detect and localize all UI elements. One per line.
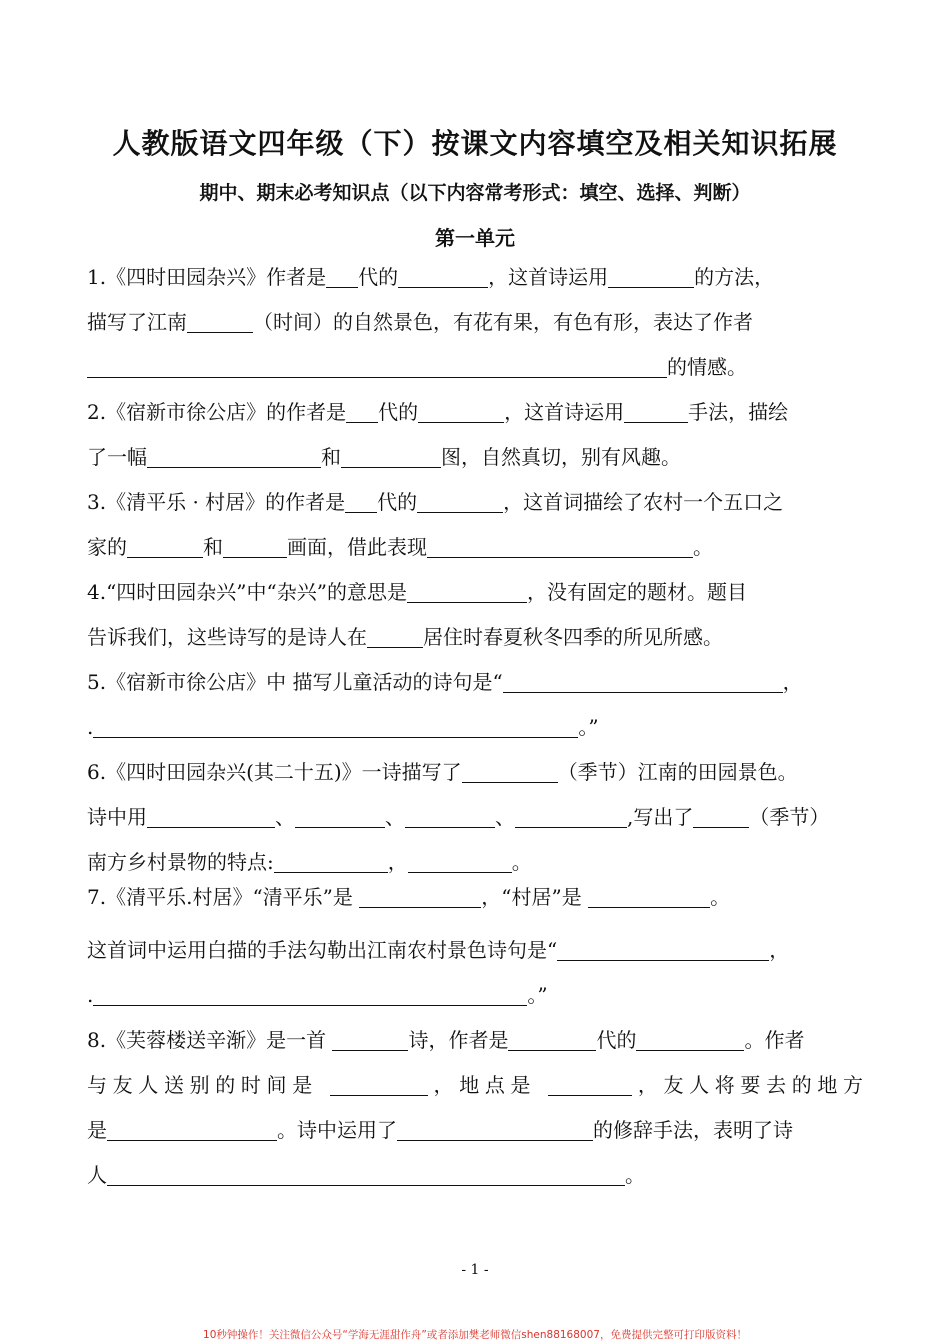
blank[interactable] bbox=[107, 1118, 277, 1141]
q8-line1: 8.《芙蓉楼送辛渐》是一首 诗，作者是 代的 。作者 bbox=[87, 1028, 805, 1052]
q8-line4: 人 。 bbox=[87, 1163, 645, 1187]
q7-line1: 7.《清平乐.村居》“清平乐”是 ，“村居”是 。 bbox=[87, 885, 731, 909]
blank[interactable] bbox=[274, 850, 388, 873]
q7-line2: 这首词中运用白描的手法勾勒出江南农村景色诗句是“ ， bbox=[87, 938, 790, 962]
q8-line2: 与友人送别的时间是 ，地点是 ，友人将要去的地方 bbox=[87, 1073, 864, 1097]
blank[interactable] bbox=[359, 885, 481, 908]
blank[interactable] bbox=[557, 938, 769, 961]
blank[interactable] bbox=[515, 805, 627, 828]
blank[interactable] bbox=[407, 580, 527, 603]
blank[interactable] bbox=[367, 625, 423, 648]
blank[interactable] bbox=[417, 490, 503, 513]
q3-line1: 3.《清平乐 · 村居》的作者是 代的 ，这首词描绘了农村一个五口之 bbox=[87, 490, 784, 514]
q4-line2: 告诉我们，这些诗写的是诗人在 居住时春夏秋冬四季的所见所感。 bbox=[87, 625, 723, 649]
blank[interactable] bbox=[147, 445, 321, 468]
q2-line2: 了一幅 和 图，自然真切，别有风趣。 bbox=[87, 445, 681, 469]
blank[interactable] bbox=[345, 490, 377, 513]
blank[interactable] bbox=[223, 535, 287, 558]
blank[interactable] bbox=[693, 805, 749, 828]
blank[interactable] bbox=[332, 1028, 408, 1051]
blank[interactable] bbox=[503, 670, 783, 693]
unit-heading: 第一单元 bbox=[435, 226, 515, 250]
q6-line3: 南方乡村景物的特点: ， 。 bbox=[87, 850, 532, 874]
blank[interactable] bbox=[93, 983, 527, 1006]
blank[interactable] bbox=[418, 400, 504, 423]
blank[interactable] bbox=[408, 850, 512, 873]
blank[interactable] bbox=[398, 265, 488, 288]
document-title: 人教版语文四年级（下）按课文内容填空及相关知识拓展 bbox=[112, 127, 838, 160]
q7-line3: . 。” bbox=[87, 983, 548, 1007]
blank[interactable] bbox=[462, 760, 558, 783]
q3-line2: 家的 和 画面，借此表现 。 bbox=[87, 535, 713, 559]
blank[interactable] bbox=[397, 1118, 593, 1141]
blank[interactable] bbox=[147, 805, 275, 828]
blank[interactable] bbox=[341, 445, 441, 468]
blank[interactable] bbox=[326, 265, 358, 288]
blank[interactable] bbox=[330, 1073, 428, 1096]
blank[interactable] bbox=[636, 1028, 744, 1051]
blank[interactable] bbox=[624, 400, 688, 423]
blank[interactable] bbox=[608, 265, 694, 288]
footer-note: 10秒钟操作！关注微信公众号“学海无涯甜作舟”或者添加樊老师微信shen88168007，免费提供完整可打印版资料！ bbox=[203, 1329, 747, 1341]
page-number: - 1 - bbox=[461, 1262, 489, 1278]
blank[interactable] bbox=[405, 805, 495, 828]
q6-line2: 诗中用 、 、 、 ,写出了 （季节） bbox=[87, 805, 830, 829]
q2-line1: 2.《宿新市徐公店》的作者是 代的 ，这首诗运用 手法，描绘 bbox=[87, 400, 789, 424]
document-subtitle: 期中、期末必考知识点（以下内容常考形式：填空、选择、判断） bbox=[199, 182, 751, 204]
blank[interactable] bbox=[127, 535, 203, 558]
blank[interactable] bbox=[295, 805, 385, 828]
q1-line2: 描写了江南 （时间）的自然景色，有花有果，有色有形，表达了作者 bbox=[87, 310, 753, 334]
blank[interactable] bbox=[548, 1073, 632, 1096]
blank[interactable] bbox=[93, 715, 578, 738]
q5-line1: 5.《宿新市徐公店》中 描写儿童活动的诗句是“ ， bbox=[87, 670, 803, 694]
blank[interactable] bbox=[87, 355, 667, 378]
q1-line3: 的情感。 bbox=[87, 352, 877, 382]
blank[interactable] bbox=[187, 310, 253, 333]
blank[interactable] bbox=[107, 1163, 625, 1186]
q5-line2: . 。” bbox=[87, 715, 599, 739]
blank[interactable] bbox=[427, 535, 693, 558]
blank[interactable] bbox=[588, 885, 710, 908]
q8-line3: 是 。诗中运用了 的修辞手法，表明了诗 bbox=[87, 1118, 793, 1142]
blank[interactable] bbox=[508, 1028, 596, 1051]
q1-line1: 1.《四时田园杂兴》作者是 代的 ，这首诗运用 的方法， bbox=[87, 265, 775, 289]
q4-line1: 4.“四时田园杂兴”中“杂兴”的意思是 ，没有固定的题材。题目 bbox=[87, 580, 747, 604]
blank[interactable] bbox=[346, 400, 378, 423]
q6-line1: 6.《四时田园杂兴(其二十五)》一诗描写了 （季节）江南的田园景色。 bbox=[87, 760, 798, 784]
